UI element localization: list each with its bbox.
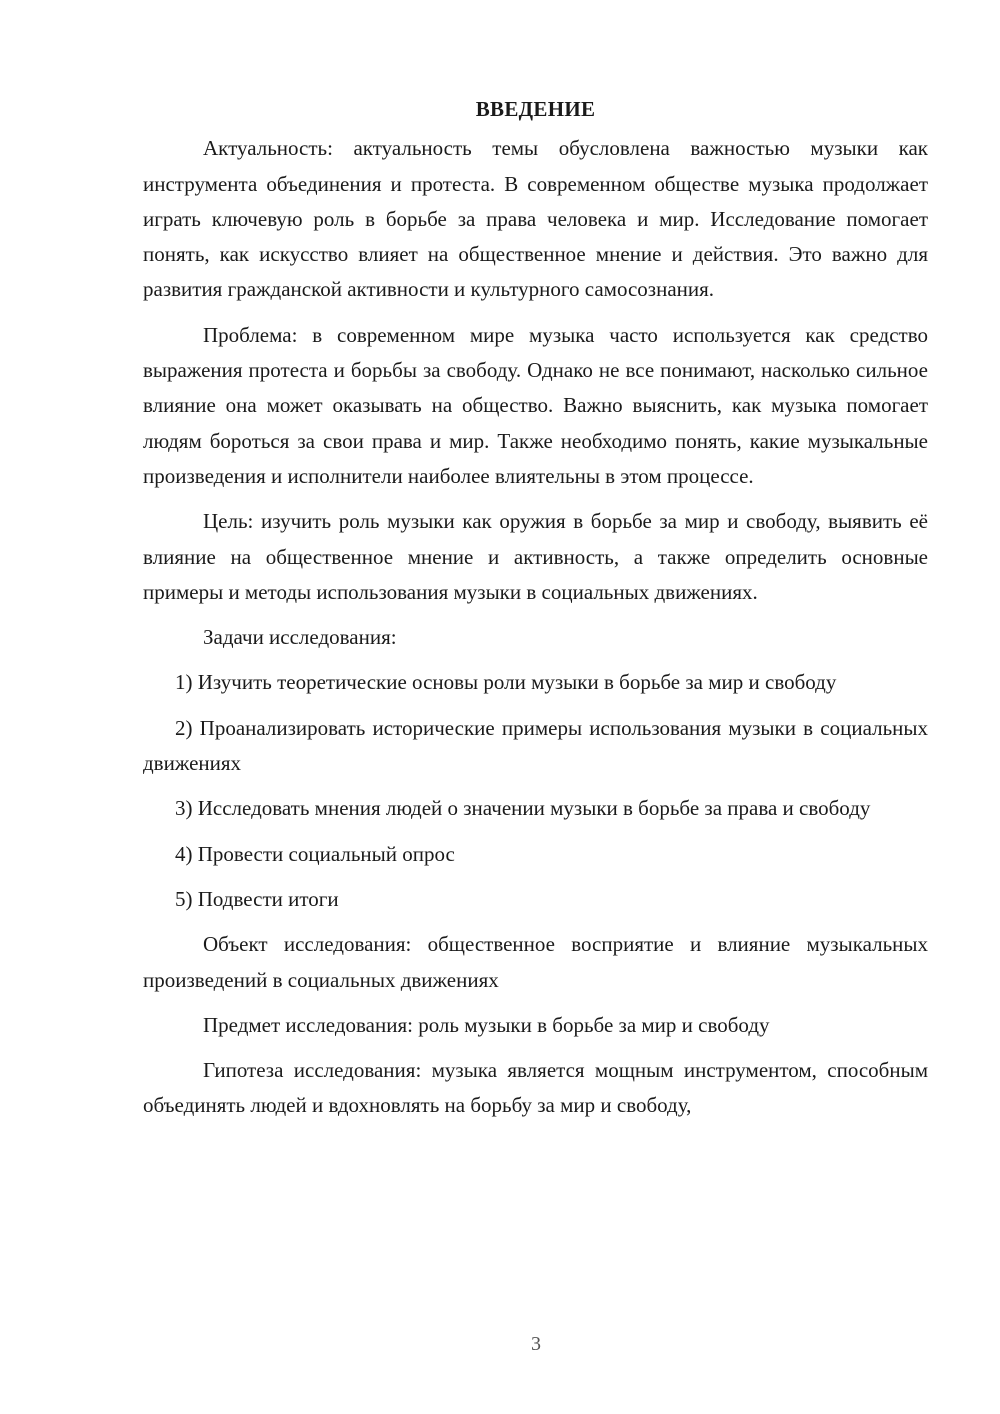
page-number: 3 bbox=[531, 1333, 541, 1355]
subject-paragraph: Предмет исследования: роль музыки в борьбе за мир и свободу bbox=[203, 1012, 770, 1037]
task-item-2: 2) Проанализировать исторические примеры использования музыки в социальных движениях bbox=[143, 715, 928, 776]
tasks-list bbox=[143, 665, 928, 917]
hypothesis-paragraph: Гипотеза исследования: музыка является мощным инструментом, способным объединять людей и вдохновлять на борьбу за мир и свободу, bbox=[143, 1058, 928, 1118]
tasks-heading: Задачи исследования: bbox=[203, 625, 397, 650]
problem-paragraph: Проблема: в современном мире музыка часто используется как средство выражения протеста и борьбы за свободу. Однако не все понимают, насколько сильное влияние она может оказывать на общество. Важно выяснить, как музыка помогает людям бороться за свои права и мир. Также необходимо понять, какие музыкальные произведения и исполнители наиболее влиятельны в этом процессе. bbox=[143, 322, 928, 488]
task-item-1: 1) Изучить теоретические основы роли музыки в борьбе за мир и свободу bbox=[175, 670, 837, 695]
relevance-paragraph: Актуальность: актуальность темы обусловлена важностью музыки как инструмента объединения и протеста. В современном обществе музыка продолжает играть ключевую роль в борьбе за права человека и мир. Исследование помогает понять, как искусство влияет на общественное мнение и действия. Это важно для развития гражданской активности и культурного самосознания. bbox=[143, 136, 928, 302]
task-item-4: 4) Провести социальный опрос bbox=[175, 841, 455, 866]
document-page bbox=[143, 92, 928, 1124]
goal-paragraph: Цель: изучить роль музыки как оружия в борьбе за мир и свободу, выявить её влияние на общественное мнение и активность, а также определить основные примеры и методы использования музыки в социальных движениях. bbox=[143, 509, 928, 604]
task-item-3: 3) Исследовать мнения людей о значении музыки в борьбе за права и свободу bbox=[175, 796, 871, 821]
task-item-5: 5) Подвести итоги bbox=[175, 886, 339, 911]
section-title: ВВЕДЕНИЕ bbox=[475, 97, 596, 121]
object-paragraph: Объект исследования: общественное восприятие и влияние музыкальных произведений в социальных движениях bbox=[143, 932, 928, 992]
